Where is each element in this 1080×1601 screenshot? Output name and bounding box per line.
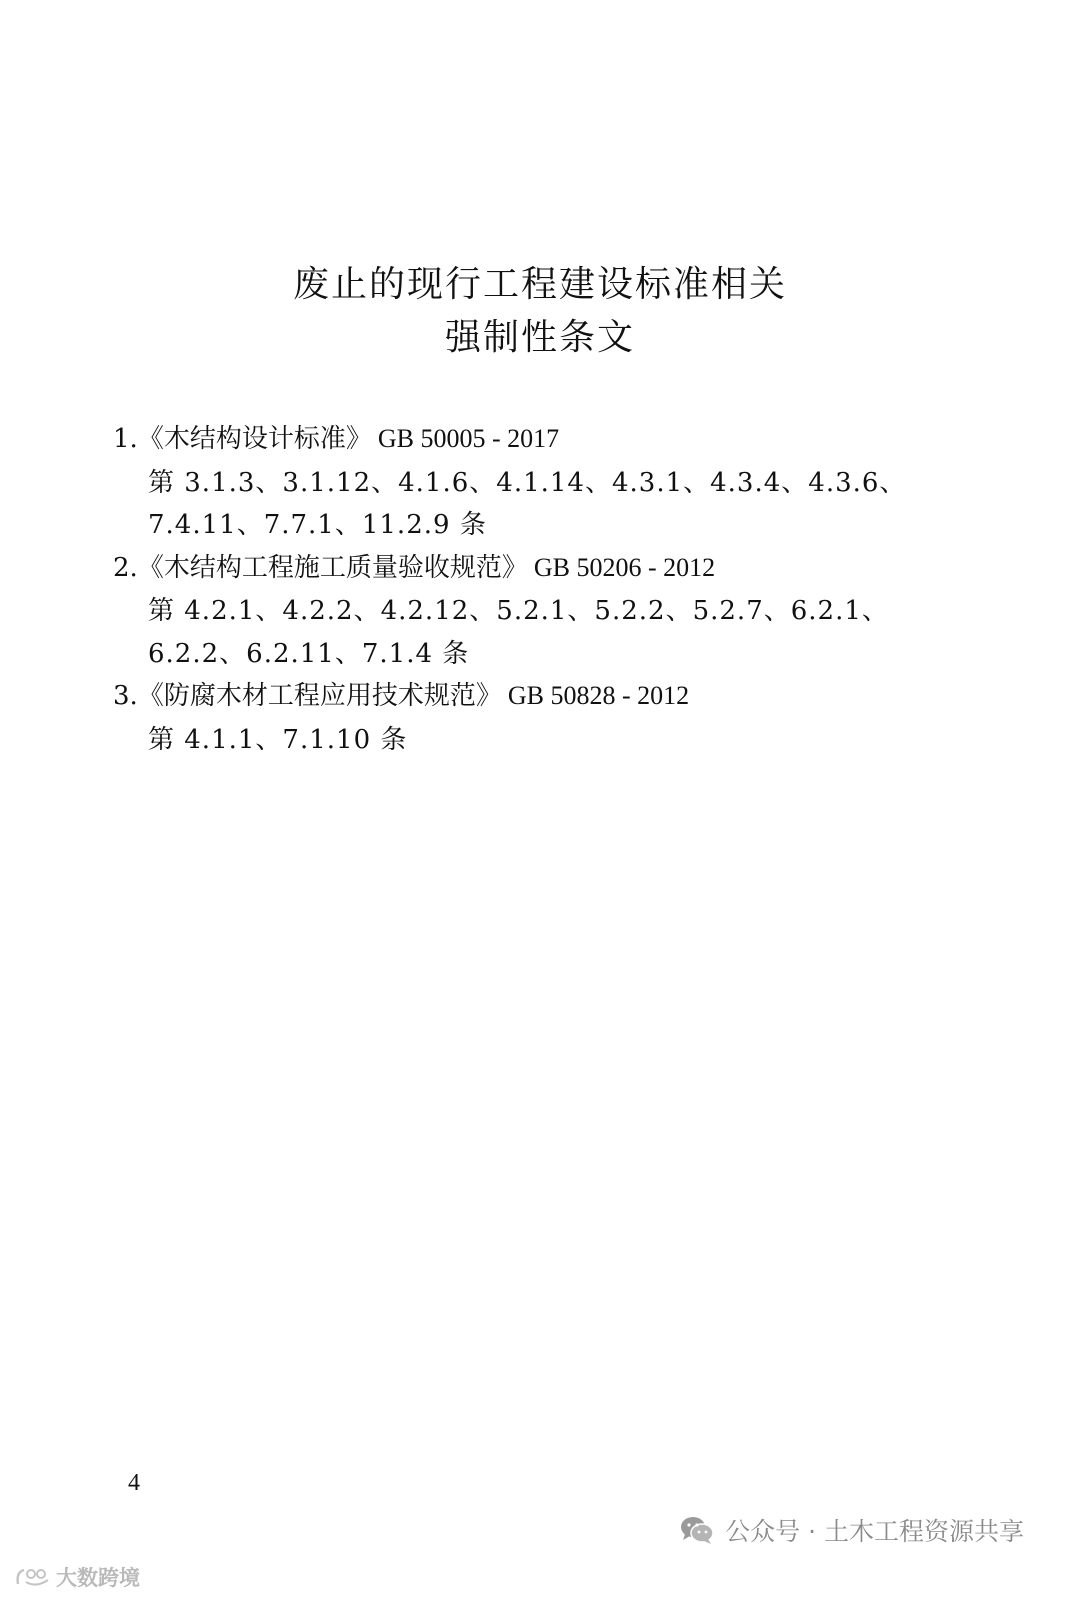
list-item <box>113 683 689 709</box>
entry-standard-code: GB 50828 - 2012 <box>507 681 690 710</box>
entry-standard-code: GB 50206 - 2012 <box>533 553 716 582</box>
watermark-brand <box>14 1563 140 1591</box>
entry-number: 2. <box>113 553 138 583</box>
list-item <box>113 426 559 452</box>
page-subtitle: 强制性条文 <box>444 317 635 358</box>
entry-clauses: 6.2.2、6.2.11、7.1.4 条 <box>148 639 470 669</box>
entry-standard-name: 《木结构设计标准》 <box>137 424 372 454</box>
entry-number: 1. <box>113 424 138 454</box>
list-item <box>113 555 715 581</box>
page-number: 4 <box>128 1470 140 1496</box>
entry-clauses: 第 3.1.3、3.1.12、4.1.6、4.1.14、4.3.1、4.3.4、4.3.6、 <box>148 468 907 498</box>
entry-clauses: 第 4.1.1、7.1.10 条 <box>148 725 408 755</box>
watermark-text: 公众号 · 土木工程资源共享 <box>725 1517 1024 1546</box>
entry-standard-name: 《木结构工程施工质量验收规范》 <box>137 553 528 583</box>
watermark-brand-text: 大数跨境 <box>56 1566 140 1590</box>
entry-standard-name: 《防腐木材工程应用技术规范》 <box>137 681 502 711</box>
entry-standard-code: GB 50005 - 2017 <box>377 424 560 453</box>
entry-clauses: 7.4.11、7.7.1、11.2.9 条 <box>148 510 487 540</box>
brand-logo-icon <box>14 1566 52 1588</box>
entry-clauses: 第 4.2.1、4.2.2、4.2.12、5.2.1、5.2.2、5.2.7、6.2.1、 <box>148 596 889 626</box>
entry-number: 3. <box>113 681 138 711</box>
page-title: 废止的现行工程建设标准相关 <box>292 264 787 305</box>
watermark-wechat <box>679 1510 1024 1550</box>
wechat-icon <box>679 1514 715 1546</box>
